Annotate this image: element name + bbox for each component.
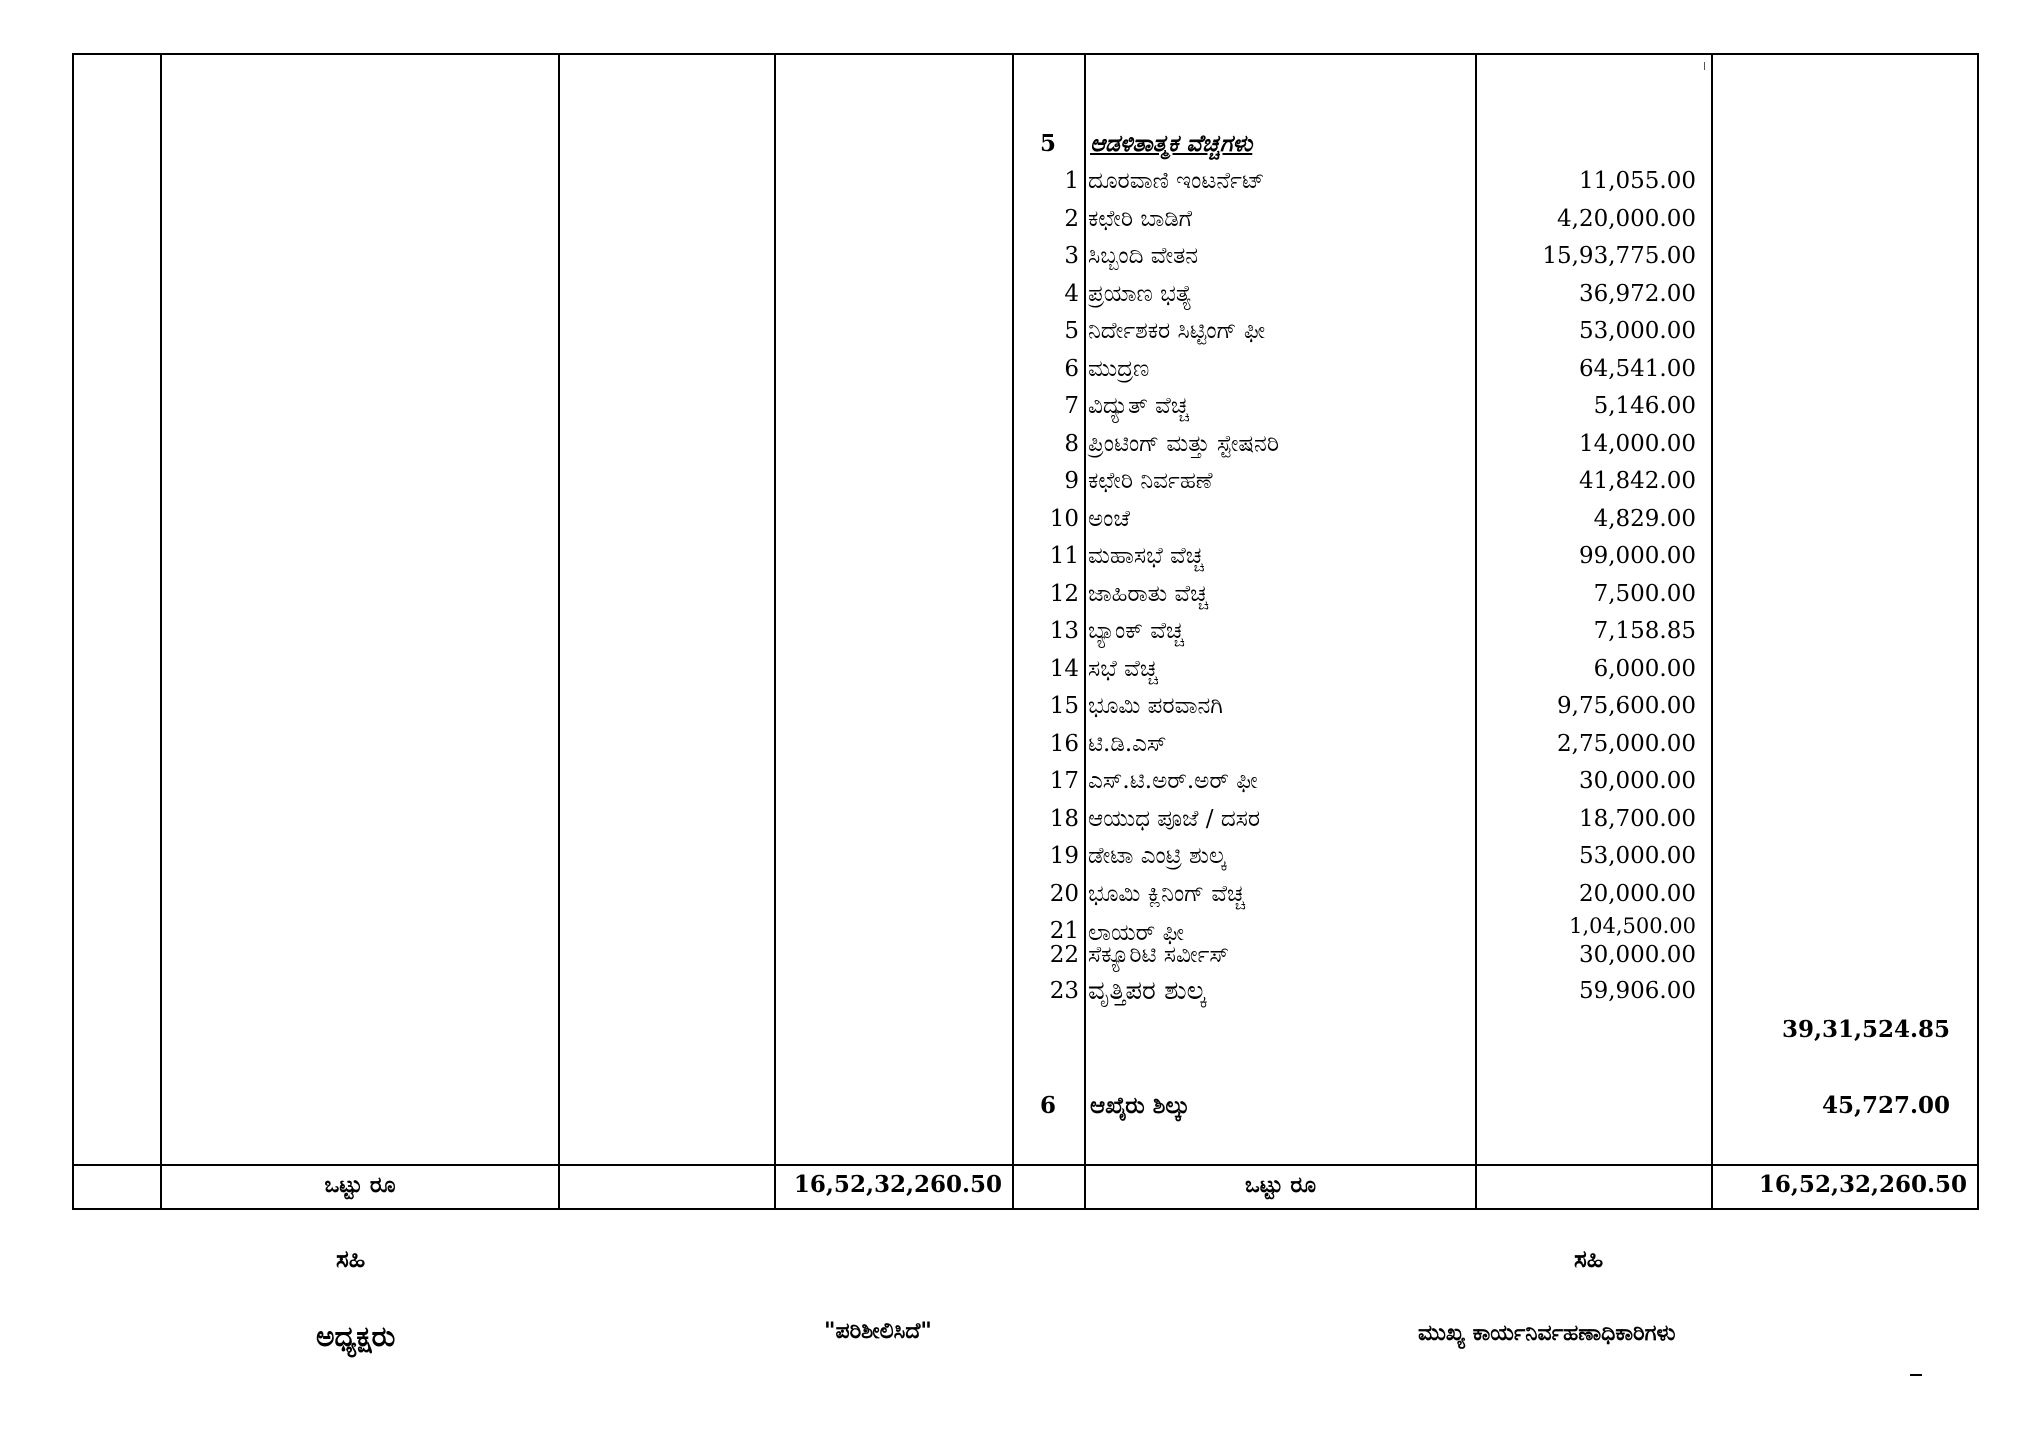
item-number: 11 <box>1049 543 1079 569</box>
item-amount: 53,000.00 <box>1578 843 1696 869</box>
item-label: ವಿದ್ಯುತ್ ವೆಚ್ಚ <box>1088 393 1189 419</box>
item-amount: 64,541.00 <box>1578 356 1696 382</box>
section-label: ಆಖೈರು ಶಿಲ್ಕು <box>1090 1092 1190 1119</box>
item-label: ಮಹಾಸಭೆ ವೆಚ್ಚ <box>1088 543 1204 569</box>
item-amount: 7,158.85 <box>1593 618 1696 644</box>
page-mark <box>1910 1374 1922 1376</box>
item-label: ಸಿಬ್ಬಂದಿ ವೇತನ <box>1088 243 1199 269</box>
item-label: ಸೆಕ್ಯೂರಿಟಿ ಸರ್ವೀಸ್ <box>1088 942 1230 968</box>
item-amount: 53,000.00 <box>1578 318 1696 344</box>
item-number: 21 <box>1049 918 1079 944</box>
item-number: 10 <box>1049 506 1079 532</box>
item-number: 19 <box>1049 843 1079 869</box>
item-amount: 6,000.00 <box>1593 656 1696 682</box>
section-subtotal: 39,31,524.85 <box>1781 1016 1950 1043</box>
item-number: 7 <box>1064 393 1079 419</box>
item-label: ಡೇಟಾ ಎಂಟ್ರಿ ಶುಲ್ಕ <box>1088 843 1226 869</box>
scan-mark <box>1704 62 1705 70</box>
item-label: ಸಭೆ ವೆಚ್ಚ <box>1088 656 1158 682</box>
section-number: 6 <box>1039 1092 1056 1119</box>
total-amount-right: 16,52,32,260.50 <box>1758 1171 1967 1198</box>
item-amount: 7,500.00 <box>1593 581 1696 607</box>
item-amount: 14,000.00 <box>1578 431 1696 457</box>
right-signature: ಸಹಿ <box>1574 1244 1604 1273</box>
total-amount-left: 16,52,32,260.50 <box>793 1171 1002 1198</box>
total-label-right: ಒಟ್ಟು ರೂ <box>1244 1172 1317 1198</box>
item-amount: 18,700.00 <box>1578 806 1696 832</box>
item-number: 4 <box>1064 281 1079 307</box>
verified-note: "ಪರಿಶೀಲಿಸಿದೆ" <box>824 1318 932 1344</box>
president-title: ಅಧ್ಯಕ್ಷರು <box>316 1320 396 1353</box>
item-amount: 4,829.00 <box>1593 506 1696 532</box>
item-amount: 5,146.00 <box>1593 393 1696 419</box>
item-number: 15 <box>1049 693 1079 719</box>
item-label: ವೃತ್ತಿಪರ ಶುಲ್ಕ <box>1088 976 1206 1006</box>
column-divider <box>1012 53 1014 1210</box>
item-label: ಅಂಚೆ <box>1088 506 1130 532</box>
item-amount: 9,75,600.00 <box>1557 693 1696 719</box>
item-amount: 11,055.00 <box>1578 168 1696 194</box>
item-number: 14 <box>1049 656 1079 682</box>
item-number: 18 <box>1049 806 1079 832</box>
item-number: 12 <box>1049 581 1079 607</box>
item-amount: 99,000.00 <box>1578 543 1696 569</box>
column-divider <box>558 53 560 1210</box>
item-amount: 30,000.00 <box>1578 768 1696 794</box>
item-label: ಜಾಹಿರಾತು ವೆಚ್ಚ <box>1088 581 1209 607</box>
item-amount: 20,000.00 <box>1578 881 1696 907</box>
item-number: 5 <box>1064 318 1079 344</box>
item-label: ದೂರವಾಣಿ ಇಂಟರ್ನೆಟ್ <box>1088 168 1265 194</box>
item-amount: 4,20,000.00 <box>1557 206 1696 232</box>
total-label-left: ಒಟ್ಟು ರೂ <box>324 1172 396 1198</box>
item-label: ಮುದ್ರಣ <box>1088 356 1150 382</box>
item-number: 13 <box>1049 618 1079 644</box>
item-number: 17 <box>1049 768 1079 794</box>
item-label: ಕಛೇರಿ ನಿರ್ವಹಣೆ <box>1088 468 1213 494</box>
item-amount: 30,000.00 <box>1578 942 1696 968</box>
left-signature: ಸಹಿ <box>336 1244 366 1273</box>
item-label: ಭೂಮಿ ಪರವಾನಗಿ <box>1088 693 1223 719</box>
item-number: 3 <box>1064 243 1079 269</box>
section-number: 5 <box>1039 130 1056 157</box>
item-label: ಆಯುಧ ಪೂಜೆ / ದಸರ <box>1088 806 1261 832</box>
item-amount: 15,93,775.00 <box>1542 243 1696 269</box>
totals-row-divider <box>72 1164 1979 1166</box>
item-amount: 1,04,500.00 <box>1569 914 1696 938</box>
closing-balance-amount: 45,727.00 <box>1821 1092 1950 1119</box>
item-label: ಭೂಮಿ ಕ್ಲಿನಿಂಗ್ ವೆಚ್ಚ <box>1088 881 1246 907</box>
ceo-title: ಮುಖ್ಯ ಕಾರ್ಯನಿರ್ವಹಣಾಧಿಕಾರಿಗಳು <box>1418 1320 1676 1346</box>
item-label: ಬ್ಯಾಂಕ್ ವೆಚ್ಚ <box>1088 618 1184 644</box>
item-amount: 41,842.00 <box>1578 468 1696 494</box>
column-divider <box>160 53 162 1210</box>
item-number: 20 <box>1049 881 1079 907</box>
item-amount: 36,972.00 <box>1578 281 1696 307</box>
item-amount: 59,906.00 <box>1578 978 1696 1004</box>
item-number: 2 <box>1064 206 1079 232</box>
column-divider <box>1084 53 1086 1210</box>
item-number: 16 <box>1049 731 1079 757</box>
item-label: ಲಾಯರ್ ಫೀ <box>1088 920 1184 946</box>
item-number: 1 <box>1064 168 1079 194</box>
item-number: 8 <box>1064 431 1079 457</box>
column-divider <box>774 53 776 1210</box>
item-number: 22 <box>1049 942 1079 968</box>
item-amount: 2,75,000.00 <box>1557 731 1696 757</box>
item-number: 6 <box>1064 356 1079 382</box>
item-label: ಕಛೇರಿ ಬಾಡಿಗೆ <box>1088 206 1193 232</box>
item-number: 9 <box>1064 468 1079 494</box>
section-heading: ಆಡಳಿತಾತ್ಮಕ ವೆಚ್ಚಗಳು <box>1090 130 1253 157</box>
item-label: ಟಿ.ಡಿ.ಎಸ್ <box>1088 731 1167 757</box>
item-label: ಪ್ರಯಾಣ ಭತ್ಯೆ <box>1088 281 1193 307</box>
item-label: ನಿರ್ದೇಶಕರ ಸಿಟ್ಟಿಂಗ್ ಫೀ <box>1088 318 1266 344</box>
item-number: 23 <box>1049 978 1079 1004</box>
item-label: ಪ್ರಿಂಟಿಂಗ್ ಮತ್ತು ಸ್ಟೇಷನರಿ <box>1088 431 1279 457</box>
item-label: ಎಸ್.ಟಿ.ಅರ್.ಅರ್ ಫೀ <box>1088 768 1258 794</box>
